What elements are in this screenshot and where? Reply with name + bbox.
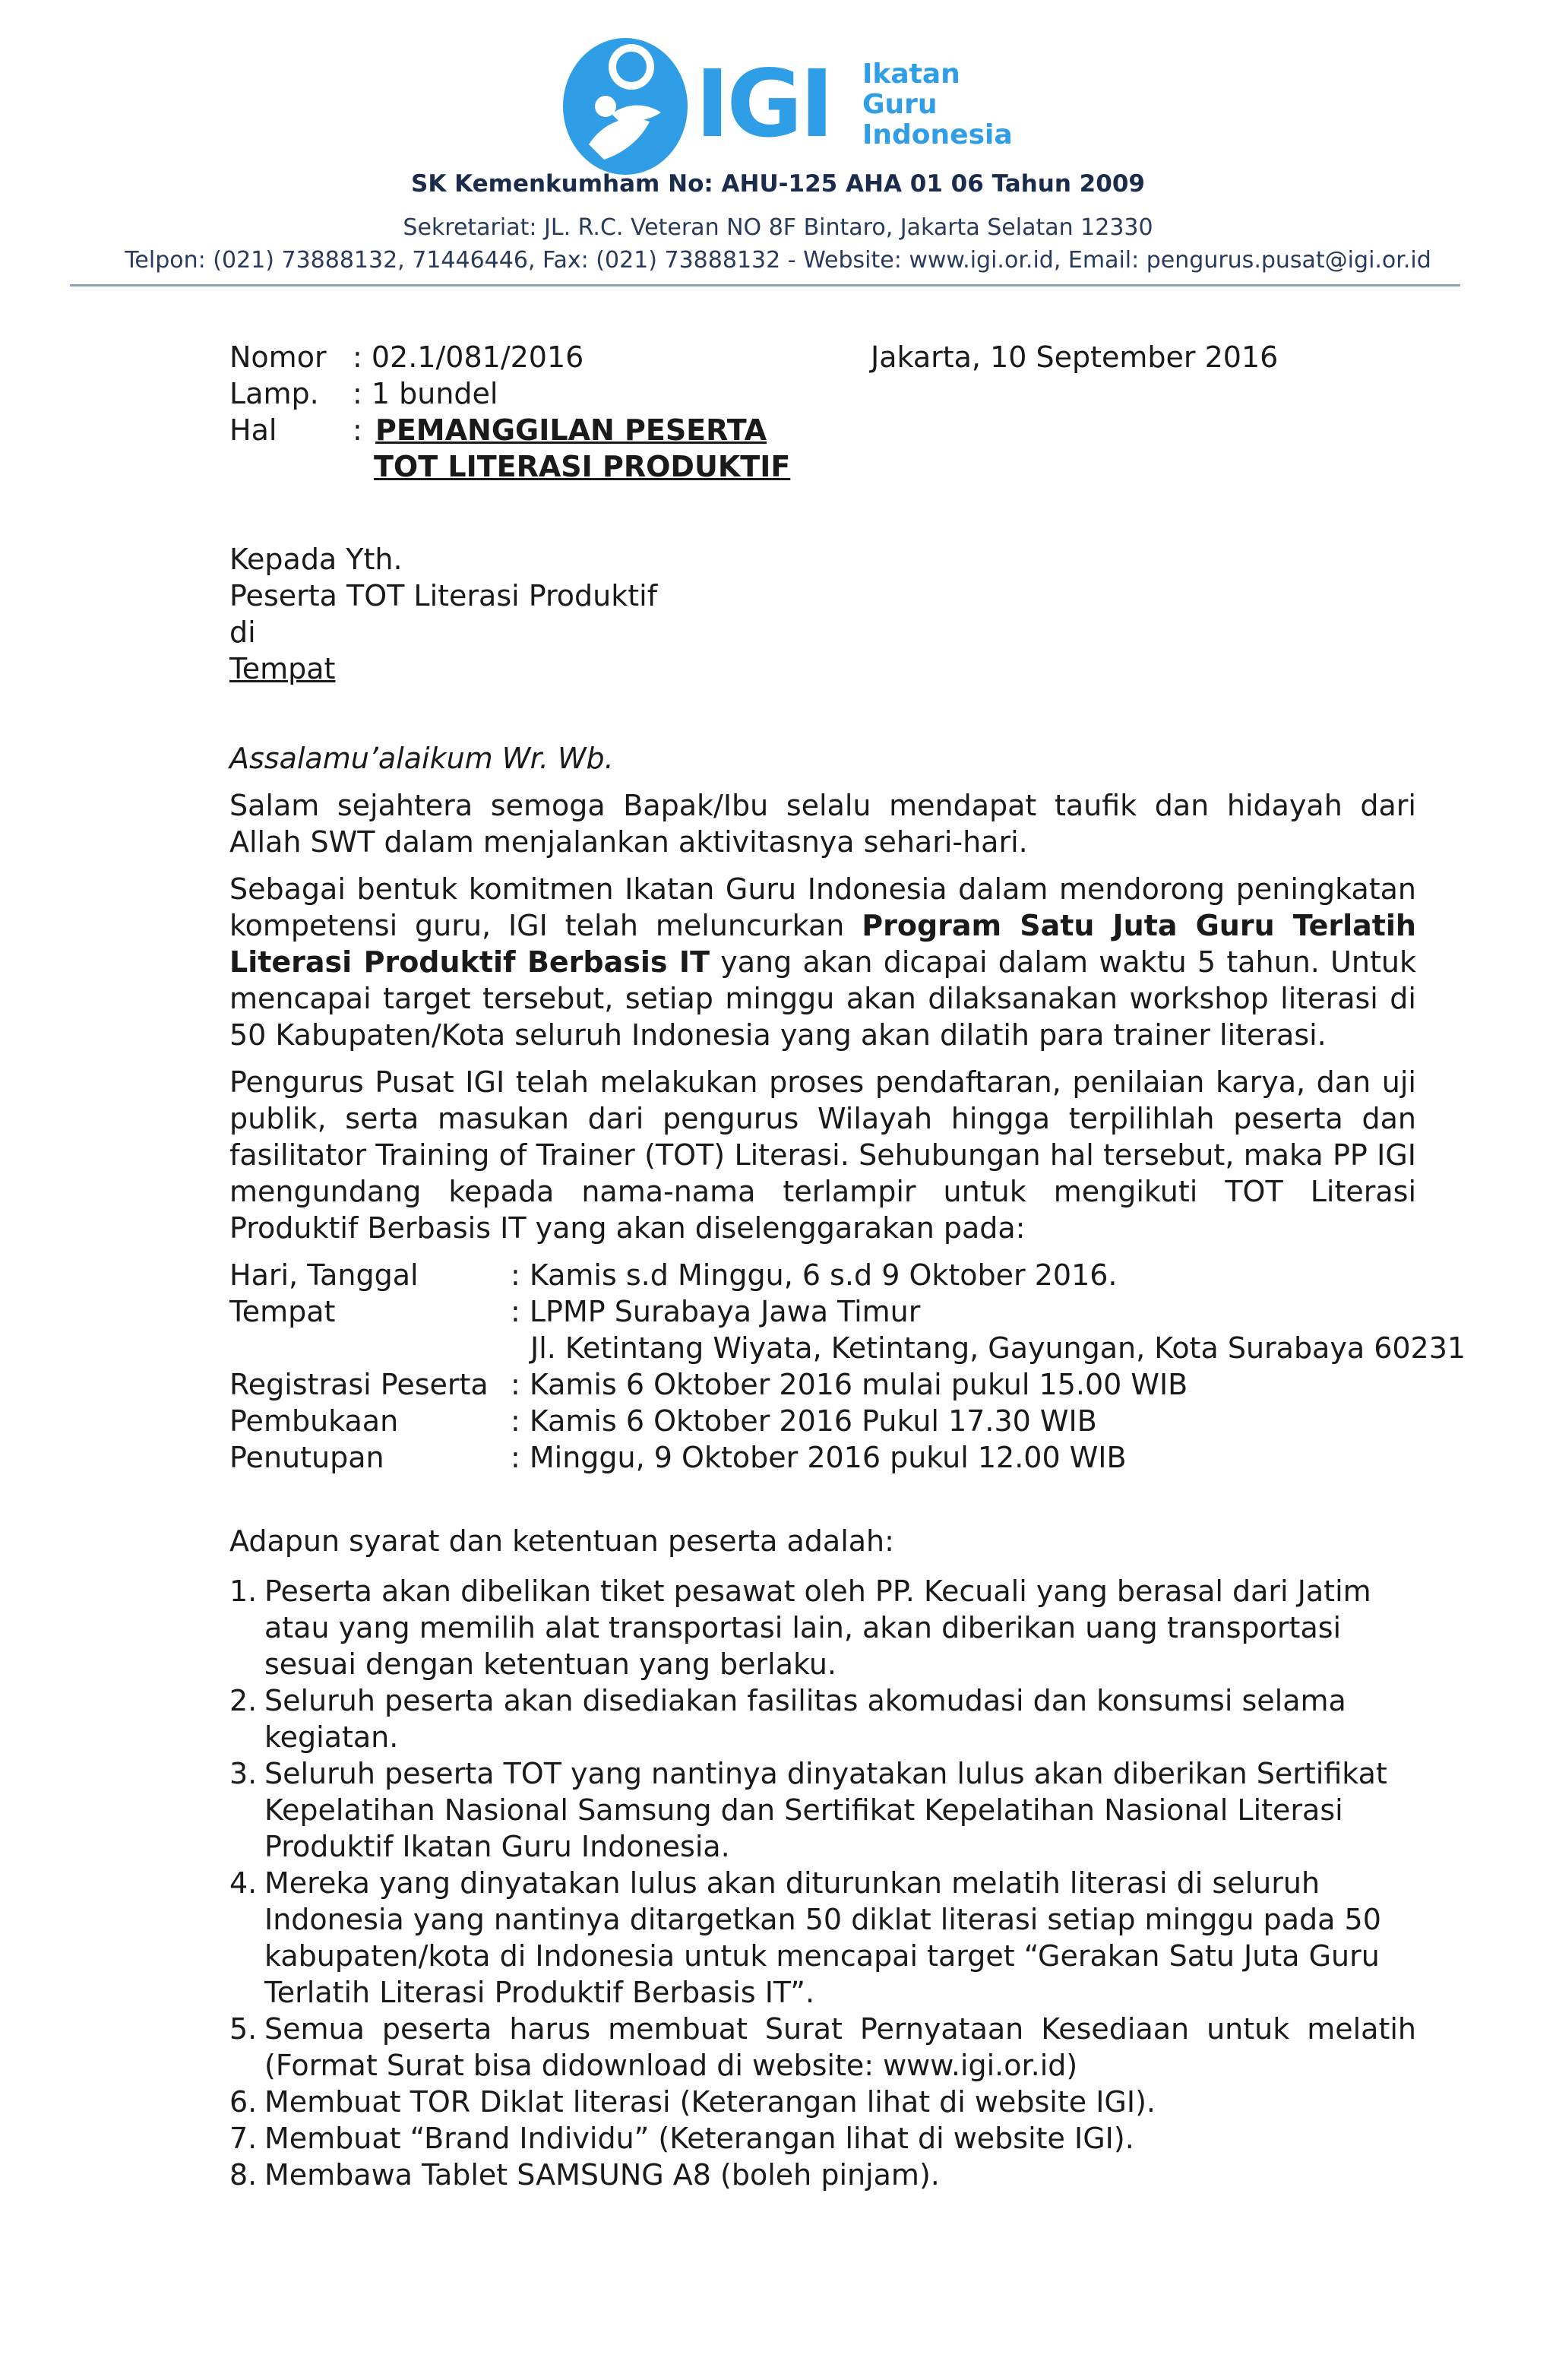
letterhead (0, 0, 1556, 296)
requirements-intro: Adapun syarat dan ketentuan peserta adalah: (229, 1524, 894, 1558)
igi-logo (558, 30, 1013, 182)
list-item (229, 1682, 1416, 1755)
program-name: Program Satu Juta Guru Terlatih Literasi Produktif Berbasis IT (229, 909, 1416, 979)
detail-value: : Kamis 6 Oktober 2016 Pukul 17.30 WIB (511, 1404, 1097, 1438)
letter-date: Jakarta, 10 September 2016 (871, 340, 1279, 374)
meta-hal-row-2 (229, 448, 1416, 485)
logo-sub-line: Guru (862, 89, 938, 120)
selection-paragraph: Pengurus Pusat IGI telah melakukan proses pendaftaran, penilaian karya, dan uji publik, serta masukan dari pengurus Wilayah hingga terpilihlah peserta dan fasilitator Training of Trainer (TOT) Literasi. Sehubungan hal tersebut, maka PP IGI mengundang kepada nama-nama terlampir untuk mengikuti TOT Literasi Produktif Berbasis IT yang akan diselenggarakan pada: (229, 1065, 1416, 1245)
list-item (229, 2011, 1416, 2084)
meta-lamp-row (229, 375, 1416, 412)
list-item (229, 2120, 1416, 2157)
meta-nomor-row (229, 339, 1416, 375)
list-item (229, 1573, 1416, 1682)
nomor-value: : 02.1/081/2016 (353, 340, 584, 374)
hal-label: Hal (229, 413, 277, 447)
list-number: 5. (229, 2012, 258, 2046)
list-text: Membuat TOR Diklat literasi (Keterangan lihat di website IGI). (264, 2085, 1156, 2119)
list-text: Mereka yang dinyatakan lulus akan diturunkan melatih literasi di seluruh Indonesia yang nantinya ditargetkan 50 diklat literasi setiap minggu pada 50 kabupaten/kota di Indonesia untuk mencapai target “Gerakan Satu Juta Guru Terlatih Literasi Produktif Berbasis IT”. (264, 1866, 1381, 2009)
detail-label: Pembukaan (229, 1404, 399, 1438)
subject-line-2: TOT LITERASI PRODUKTIF (374, 450, 791, 483)
nomor-label: Nomor (229, 340, 327, 374)
opening-paragraph: Salam sejahtera semoga Bapak/Ibu selalu mendapat taufik dan hidayah dari Allah SWT dalam menjalankan aktivitasnya sehari-hari. (229, 789, 1416, 859)
lamp-label: Lamp. (229, 377, 319, 410)
detail-row (229, 1439, 1416, 1476)
detail-value: : Kamis s.d Minggu, 6 s.d 9 Oktober 2016. (511, 1258, 1118, 1292)
meta-hal-row (229, 412, 1416, 448)
subject-line-1: PEMANGGILAN PESERTA (375, 413, 767, 447)
list-item (229, 1865, 1416, 2011)
hal-colon: : (353, 413, 362, 447)
list-text: Semua peserta harus membuat Surat Pernyataan Kesediaan untuk melatih (Format Surat bisa didownload di website: www.igi.or.id) (264, 2012, 1416, 2082)
list-item (229, 2157, 1416, 2193)
detail-label: Registrasi Peserta (229, 1368, 489, 1401)
list-text: Seluruh peserta TOT yang nantinya dinyatakan lulus akan diberikan Sertifikat Kepelatihan Nasional Samsung dan Sertifikat Kepelatihan Nasional Literasi Produktif Ikatan Guru Indonesia. (264, 1757, 1387, 1863)
detail-row (229, 1403, 1416, 1439)
letterhead-divider (70, 284, 1460, 286)
list-number: 6. (229, 2085, 258, 2119)
program-paragraph (229, 871, 1416, 1053)
program-text-2: yang akan dicapai dalam waktu 5 tahun. Untuk mencapai target tersebut, setiap minggu akan dilaksanakan workshop literasi di 50 Kabupaten/Kota seluruh Indonesia yang akan dilatih para trainer literasi. (229, 945, 1416, 1052)
detail-row (229, 1257, 1416, 1293)
recipient-line: Kepada Yth. (229, 543, 403, 576)
detail-row (229, 1293, 1416, 1330)
letter-body (229, 339, 1466, 2193)
list-number: 2. (229, 1684, 258, 1717)
list-number: 1. (229, 1575, 258, 1608)
detail-label: Tempat (229, 1295, 336, 1328)
secretariat-address: Sekretariat: JL. R.C. Veteran NO 8F Bintaro, Jakarta Selatan 12330 (403, 214, 1153, 241)
logo-wordmark: IGI (695, 50, 831, 158)
detail-label: Penutupan (229, 1441, 384, 1474)
recipient-place: Tempat (229, 652, 336, 685)
detail-value: : LPMP Surabaya Jawa Timur (511, 1295, 921, 1328)
logo-sub-line: Indonesia (862, 119, 1013, 150)
recipient-line: Peserta TOT Literasi Produktif (229, 579, 658, 612)
detail-value: : Minggu, 9 Oktober 2016 pukul 12.00 WIB (511, 1441, 1127, 1474)
detail-label: Hari, Tanggal (229, 1258, 419, 1292)
list-number: 8. (229, 2158, 258, 2192)
igi-logo-icon (558, 30, 695, 182)
list-text: Seluruh peserta akan disediakan fasilitas akomudasi dan konsumsi selama kegiatan. (264, 1684, 1346, 1754)
sk-number: SK Kemenkumham No: AHU-125 AHA 01 06 Tahun 2009 (411, 170, 1145, 198)
program-text-1: Sebagai bentuk komitmen Ikatan Guru Indonesia dalam mendorong peningkatan kompetensi guru, IGI telah meluncurkan (229, 872, 1416, 942)
venue-address: Jl. Ketintang Wiyata, Ketintang, Gayungan, Kota Surabaya 60231 (530, 1331, 1466, 1365)
logo-subtitle (862, 59, 1013, 150)
contact-info: Telpon: (021) 73888132, 71446446, Fax: (021) 73888132 - Website: www.igi.or.id, Email: pengurus.pusat@igi.or.id (125, 247, 1431, 274)
greeting: Assalamu’alaikum Wr. Wb. (229, 742, 614, 775)
recipient-line: di (229, 616, 256, 649)
detail-row (229, 1330, 1466, 1366)
lamp-value: : 1 bundel (353, 377, 498, 410)
detail-row (229, 1366, 1416, 1403)
list-item (229, 2084, 1416, 2120)
list-number: 7. (229, 2122, 258, 2155)
list-text: Membawa Tablet SAMSUNG A8 (boleh pinjam). (264, 2158, 940, 2192)
event-details (229, 1257, 1466, 1476)
list-number: 3. (229, 1757, 258, 1790)
list-text: Membuat “Brand Individu” (Keterangan lihat di website IGI). (264, 2122, 1134, 2155)
list-number: 4. (229, 1866, 258, 1900)
list-item (229, 1755, 1416, 1865)
list-text: Peserta akan dibelikan tiket pesawat oleh PP. Kecuali yang berasal dari Jatim atau yang memilih alat transportasi lain, akan diberikan uang transportasi sesuai dengan ketentuan yang berlaku. (264, 1575, 1371, 1681)
logo-sub-line: Ikatan (862, 59, 960, 90)
detail-value: : Kamis 6 Oktober 2016 mulai pukul 15.00 WIB (511, 1368, 1188, 1401)
requirements-list (229, 1573, 1416, 2193)
